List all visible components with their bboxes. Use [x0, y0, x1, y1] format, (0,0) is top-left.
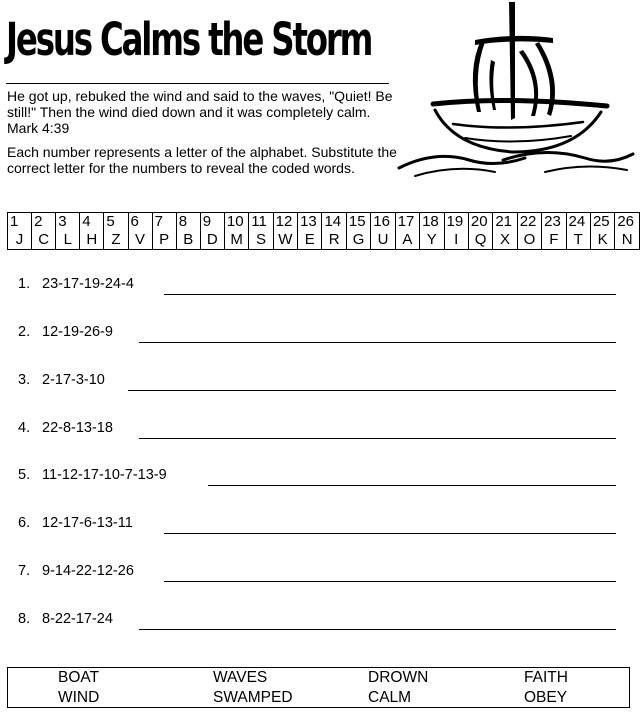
cipher-number: 7 [154, 213, 163, 230]
cipher-letter: Q [474, 231, 487, 248]
cipher-number: 11 [251, 213, 267, 230]
question-code: 23-17-19-24-4 [42, 276, 134, 292]
answer-line[interactable] [128, 390, 616, 391]
cipher-number: 19 [446, 213, 464, 230]
cipher-number: 26 [617, 213, 635, 230]
answer-line[interactable] [139, 438, 616, 439]
cipher-number: 1 [10, 213, 19, 230]
cipher-key-cell [468, 213, 492, 250]
cipher-letter: J [15, 231, 24, 248]
title-underline [6, 83, 389, 84]
answer-line[interactable] [164, 533, 616, 534]
cipher-number: 23 [544, 213, 561, 230]
boat-with-cross-illustration [395, 0, 635, 190]
word-bank [7, 667, 630, 708]
scripture-passage: He got up, rebuked the wind and said to the waves, "Quiet! Be still!" Then the wind died down and it was completely calm. Mark 4:39 [7, 88, 393, 136]
cipher-key-cell [493, 213, 517, 250]
cipher-key-cell [273, 213, 297, 250]
question-item [18, 275, 134, 293]
cipher-letter: K [597, 231, 608, 248]
cipher-letter: Y [426, 231, 437, 248]
cipher-key-cell [224, 213, 248, 250]
question-code: 12-17-6-13-11 [42, 515, 133, 531]
question-number: 1. [18, 276, 31, 292]
answer-line[interactable] [208, 485, 616, 486]
cipher-number: 12 [275, 213, 293, 230]
cipher-letter: E [304, 231, 315, 248]
cipher-letter: V [135, 231, 146, 248]
question-code: 12-19-26-9 [42, 324, 113, 340]
cipher-number: 21 [495, 213, 512, 230]
cipher-key-cell [615, 213, 640, 250]
answer-line[interactable] [164, 294, 616, 295]
cipher-key-cell [542, 213, 566, 250]
question-item [18, 323, 113, 341]
question-item [18, 562, 134, 580]
question-item [18, 419, 113, 437]
cipher-number: 22 [519, 213, 537, 230]
word-bank-item: OBEY [524, 689, 568, 706]
cipher-letter: S [255, 231, 266, 248]
word-bank-item: WAVES [213, 669, 268, 686]
cipher-number: 4 [82, 213, 91, 230]
question-code: 9-14-22-12-26 [42, 563, 134, 579]
cipher-number: 9 [202, 213, 212, 230]
question-item [18, 610, 113, 628]
answer-line[interactable] [164, 581, 616, 582]
cipher-number: 10 [226, 213, 244, 230]
cipher-letter: U [377, 231, 389, 248]
word-bank-item: SWAMPED [213, 689, 293, 706]
cipher-key-cell [395, 213, 419, 250]
word-bank-item: WIND [58, 689, 100, 706]
question-number: 2. [18, 324, 31, 340]
cipher-number: 25 [592, 213, 610, 230]
cipher-letter: C [38, 231, 50, 248]
cipher-key-cell [152, 213, 176, 250]
cipher-key-cell [420, 213, 444, 250]
cipher-key-table [7, 212, 640, 250]
cipher-letter: W [278, 231, 293, 248]
cipher-letter: D [206, 231, 218, 248]
cipher-key-cell [590, 213, 614, 250]
cipher-number: 20 [470, 213, 488, 230]
question-number: 3. [18, 372, 31, 388]
cipher-number: 24 [568, 213, 586, 230]
question-number: 7. [18, 563, 31, 579]
cipher-letter: X [500, 231, 511, 248]
cipher-number: 15 [348, 213, 366, 230]
word-bank-item: DROWN [368, 669, 429, 686]
cipher-number: 17 [397, 213, 415, 230]
cipher-number: 5 [106, 213, 115, 230]
question-item [18, 371, 105, 389]
question-number: 4. [18, 420, 31, 436]
cipher-key-cell [298, 213, 322, 250]
cipher-key-cell [56, 213, 80, 250]
cipher-key-cell [444, 213, 468, 250]
cipher-number: 2 [34, 213, 43, 230]
cipher-key-cell [346, 213, 370, 250]
cipher-number: 13 [300, 213, 317, 230]
question-code: 11-12-17-10-7-13-9 [42, 467, 167, 483]
cipher-letter: F [549, 231, 559, 248]
cipher-key-cell [8, 213, 32, 250]
cipher-key-cell [371, 213, 395, 250]
cipher-number: 8 [178, 213, 188, 230]
word-bank-item: BOAT [58, 669, 100, 686]
cipher-letter: N [621, 231, 633, 248]
cipher-letter: B [183, 231, 194, 248]
cipher-letter: A [402, 231, 413, 248]
word-bank-item: FAITH [524, 669, 568, 686]
answer-line[interactable] [139, 629, 616, 630]
question-code: 2-17-3-10 [42, 372, 105, 388]
cipher-key-cell [249, 213, 273, 250]
cipher-key-cell [128, 213, 152, 250]
question-code: 22-8-13-18 [42, 420, 113, 436]
cipher-key-cell [80, 213, 104, 250]
cipher-letter: Z [111, 231, 121, 248]
cipher-key-cell [200, 213, 224, 250]
question-number: 8. [18, 611, 31, 627]
question-code: 8-22-17-24 [42, 611, 113, 627]
cipher-letter: P [159, 231, 170, 248]
cipher-letter: I [454, 231, 459, 248]
cipher-letter: M [230, 231, 243, 248]
cipher-number: 18 [422, 213, 439, 230]
cipher-key-cell [517, 213, 541, 250]
cipher-key-cell [32, 213, 56, 250]
cipher-letter: T [573, 231, 583, 248]
question-item [18, 514, 133, 532]
word-bank-item: CALM [368, 689, 412, 706]
cipher-number: 3 [58, 213, 67, 230]
cipher-key-cell [104, 213, 128, 250]
cipher-letter: R [328, 231, 340, 248]
cipher-letter: G [352, 231, 365, 248]
cipher-number: 14 [324, 213, 342, 230]
cipher-letter: O [523, 231, 536, 248]
cipher-key-cell [322, 213, 346, 250]
question-number: 5. [18, 467, 31, 483]
cipher-key-cell [176, 213, 200, 250]
instructions: Each number represents a letter of the alphabet. Substitute the correct letter for the numbers to reveal the coded words. [7, 144, 397, 176]
page-title: Jesus Calms the Storm [6, 13, 372, 66]
cipher-letter: L [63, 231, 72, 248]
question-number: 6. [18, 515, 31, 531]
cipher-number: 16 [373, 213, 390, 230]
question-item [18, 466, 167, 484]
cipher-key-cell [566, 213, 590, 250]
cipher-number: 6 [130, 213, 139, 230]
cipher-letter: H [86, 231, 98, 248]
answer-line[interactable] [139, 342, 616, 343]
